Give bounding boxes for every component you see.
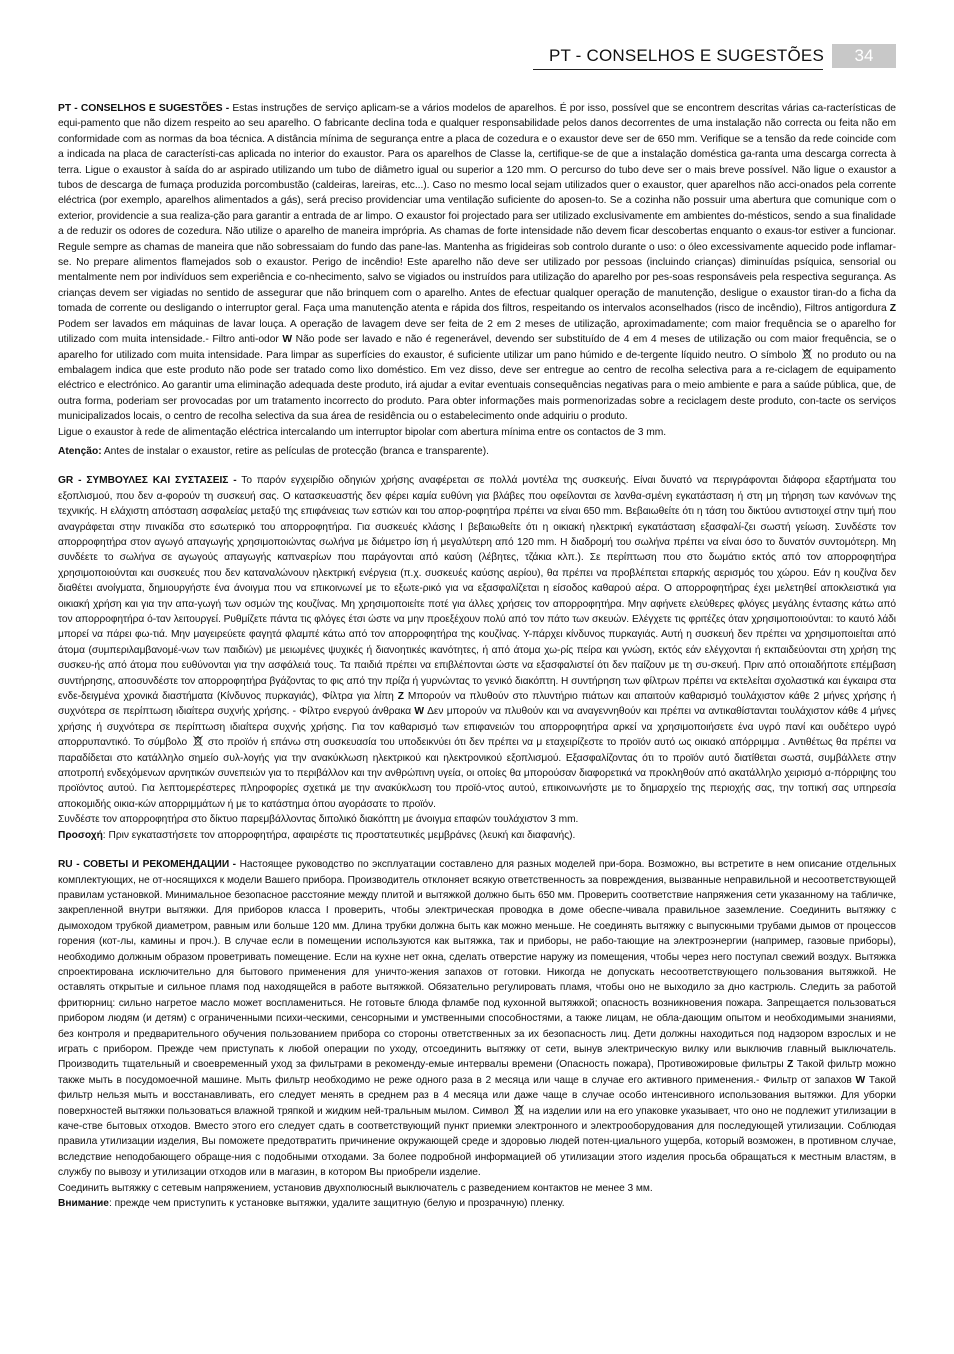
pt-filter-z: Z [889, 303, 896, 315]
gr-connection-text: Συνδέστε τον απορροφητήρα στο δίκτυο παρεμβάλλοντας διπολικό διακόπτη με άνοιγμα επαφών τουλάχιστον 3 mm. [58, 814, 579, 826]
pt-section-title: PT - CONSELHOS E SUGESTÕES - [58, 103, 230, 114]
crossed-bin-icon [514, 1104, 524, 1116]
page-header [533, 44, 896, 68]
ru-filter-w: W [855, 1074, 866, 1086]
pt-paragraph [58, 101, 896, 425]
ru-text-1: Настоящее руководство по эксплуатации составлено для разных моделей при-бора. Возможно, вы встретите в нем описание отдельных комплектующих, не от-носящихся к модели Вашего прибора. Производитель отклоняет всякую ответственность за повреждения, вызванные неправильной и несоответствующей правилам установкой. Минимальное безопасное расстояние между плитой и вытяжкой должно быть 650 мм. Проверить соответствие напряжения сети указанному на табличке, закрепленной внутри вытяжки. Для приборов класса I проверить, чтобы электрическая проводка в доме обеспе-чивала правильное заземление. Соединить вытяжку с дымоходом трубкой диаметром, равным или больше 120 мм. Длина трубки должна быть как можно меньше. Не соединять вытяжку с выпускными трубами дымов от процессов горения (кот-лы, камины и проч.). В случае если в помещении используются как вытяжка, так и приборы, не рабо-тающие на электроэнергии (например, газовые приборы), необходимо должным образом проветривать помещение. Если на кухне нет окна, сделать отверстие наружу из помещения, чтобы через него поступал свежий воздух. Вытяжка спроектирована исключительно для бытового применения для уничто-жения запахов от готовки. Никогда не допускать несоответствующего пользования вытяжкой. Не оставлять открытые и сильное пламя под находящейся в работе вытяжкой. Обязательно регулировать пламя, чтобы оно не выходило за дно кастрюль. Следить за работой фритюрниц: сильно нагретое масло может воспламениться. Не готовьте блюда фламбе под кухонной вытяжкой; опасность возникновения пожара. Запрещается пользоваться прибором людям (и детям) с ограниченными психи-ческими, сенсорными и умственными способностями, а также лицам, не обла-дающим опытом и необходимыми знаниями, без контроля и предварительного обучения пользованием прибора со стороны ответственных за их безопасность лиц. Дети должны находиться под надзором взрослых и не играть с прибором. Прежде чем приступать к любой операции по уходу, отсоединить вытяжку от сети, вынув электрическую вилку или выключив главный выключатель. Производить тщательный и своевременный уход за фильтрами в рекоменду-емые интервалы времени (Опасность пожара), Противожировые фильтры [58, 859, 896, 1071]
ru-section-title: RU - СОВЕТЫ И РЕКОМЕНДАЦИИ - [58, 859, 237, 871]
gr-text-3: Δεν μπορούν να πλυθούν και να αναγεννηθούν και πρέπει να αντικαθίστανται τουλάχιστον κάθε 4 μήνες χρήσης ή συχνότερα σε περίπτωση ιδιαίτερα συχνής χρήσης. Για τον καθαρισμό των επιφανειών του απορροφητήρα αρκεί να χρησιμοποιήσετε ένα υγρό πανί και ουδέτερο υγρό απορρυπαντικό. Το σύμβολο [58, 706, 896, 749]
section-ru [58, 857, 896, 1211]
pt-note-label: Atenção: [58, 445, 102, 457]
gr-section-title: GR - ΣΥΜΒΟΥΛΕΣ ΚΑΙ ΣΥΣΤΑΣΕΙΣ - [58, 475, 237, 487]
ru-note-text: : прежде чем приступить к установке вытяжки, удалите защитную (белую и прозрачную) пленку. [108, 1198, 565, 1210]
ru-text-3: Такой фильтр нельзя мыть и восстанавливать, его следует менять в среднем раз в 4 месяца или даже чаще в случае особо интенсивного использования вытяжки. Для уборки поверхностей вытяжки пользоваться влажной тряпкой и жидким ней-тральным мылом. Символ [58, 1074, 896, 1117]
pt-note [58, 444, 896, 459]
gr-text-4: στο προϊόν ή επάνω στη συσκευασία του υποδεικνύει ότι δεν πρέπει να μ εταχειρίζεστε το προϊόν αυτό ως οικιακό απόρριμμα . Αντιθέτως θα πρέπει να παραδίδεται στο κατάλληλο σημείο συλ-λογής για την ανακύκλωση ηλεκτρικού και ηλεκτρονικού εξοπλισμού. Εξασφαλίζοντας ότι το προϊόν αυτό διατίθεται σωστά, συμβάλλετε στην αποτροπή ενδεχόμενων αρνητικών συνεπειών για το περιβάλλον και την ανθρώπινη υγεία, οι οποίες θα μπορούσαν διαφορετικά να προκληθούν από ακατάλληλο χειρισμό α-πόρριψης του προϊόντος αυτού. Για λεπτομερέστερες πληροφορίες σχετικά με την ανακύκλωση του προϊό-ντος αυτού, επικοινωνήστε με το δημαρχείο της περιοχής σας, την τοπική σας υπηρεσία αποκομιδής οικια-κών απορριμμάτων ή με το κατάστημα όπου αγοράσατε το προϊόν. [58, 737, 896, 810]
gr-note-label: Προσοχή [58, 829, 103, 841]
gr-filter-z: Z [397, 691, 404, 703]
gr-paragraph [58, 473, 896, 812]
ru-text-2: Такой фильтр можно также мыть в посудомоечной машине. Мыть фильтр необходимо не реже одного раза в 2 месяца или чаще в случае его активного применения.- Фильтр от запахов [58, 1059, 896, 1086]
ru-filter-z: Z [787, 1059, 794, 1071]
gr-text-1: Το παρόν εγχειρίδιο οδηγιών χρήσης αναφέρεται σε πολλά μοντέλα της συσκευής. Είναι δυνατό να περιγράφονται διάφορα εξαρτήματα του εξοπλισμού, που δεν α-φορούν τη συσκευή σας. Ο κατασκευαστής δεν φέρει καμία ευθύνη για βλάβες που οφείλονται σε λανθα-σμένη εγκατάσταση ή στη μη τήρηση των κανόνων της τεχνικής. Η ελάχιστη απόσταση ασφαλείας μεταξύ της επιφάνειας των εστιών και του απορ-ροφητήρα πρέπει να είναι 650 mm. Βεβαιωθείτε ότι η τάση του δικτύου αντιστοιχεί στην τιμή που αναγράφεται στην πινακίδα στο εσωτερικό του απορροφητήρα. Για συσκευές κλάσης Ι βεβαιωθείτε ότι η οικιακή ηλεκτρική εγκατάσταση εξασφαλί-ζει σωστή γείωση. Συνδέστε τον απορροφητήρα στον αγωγό απαγωγής χρησιμοποιώντας σωλήνα με διάμετρο ίση ή μεγαλύτερη από 120 mm. Η διαδρομή του σωλήνα πρέπει να είναι όσο το δυνατόν συντομότερη. Μη συνδέετε το σωλήνα σε αγωγούς απαγωγής καπναερίων που παράγονται από καύση (λέβητες, τζάκια κλπ.). Σε περίπτωση που στο δωμάτιο εκτός από τον απορροφητήρα χρησιμοποιούνται και συσκευές που δεν καταναλώνουν ηλεκτρική ενέργεια (π.χ. συσκευές καύσης αερίου), θα πρέπει να προβλέπεται επαρκής αερισμός του χώρου. Εάν η κουζίνα δεν διαθέτει ανοίγματα, δημιουργήστε ένα άνοιγμα που να επικοινωνεί με το εξωτε-ρικό για να εξασφαλίζεται η είσοδος καθαρού αέρα. Ο απορροφητήρας έχει μελετηθεί αποκλειστικά για οικιακή χρήση και για την απα-γωγή των οσμών της κουζίνας. Μη χρησιμοποιείτε ποτέ για άλλες χρήσεις τον απορροφητήρα. Μην αφήνετε ελεύθερες φλόγες μεγάλης έντασης κάτω από τον απορροφητήρα ό-ταν λειτουργεί. Ρυθμίζετε πάντα τις φλόγες έτσι ώστε να μην προεξέχουν πολύ από τον πάτο των σκευών. Ελέγχετε τις φριτέζες όταν χρησιμοποιούνται: το καυτό λάδι μπορεί να πάρει φω-τιά. Μην μαγειρεύετε φαγητά φλαμπέ κάτω από τον απορροφητήρα της κουζίνας. Υ-πάρχει κίνδυνος πυρκαγιάς. Αυτή η συσκευή δεν πρέπει να χρησιμοποιείται από άτομα (συμπεριλαμβανομέ-νων των παιδιών) με μειωμένες ψυχικές ή διανοητικές ικανότητες, ή από άτομα χω-ρίς πείρα και γνώση, εκτός εάν ελέγχονται ή εκπαιδεύονται στη χρήση της συσκευ-ής από άτομα που ευθύνονται για την ασφάλειά τους. Τα παιδιά πρέπει να επιβλέπονται ώστε να εξασφαλιστεί ότι δεν παίζουν με τη συ-σκευή. Πριν από οποιαδήποτε επέμβαση συντήρησης, αποσυνδέστε τον απορροφητήρα βγάζοντας το φις από την πρίζα ή γυρνώντας το γενικό διακόπτη. Η συντήρηση των φίλτρων πρέπει να εκτελείται σχολαστικά και έγκαιρα στα ενδε-δειγμένα χρονικά διαστήματα (Κίνδυνος πυρκαγιάς), Φίλτρα για λίπη [58, 475, 896, 703]
pt-text-2: Podem ser lavados em máquinas de lavar louça. A operação de lavagem deve ser feita de 2 em 2 meses de utilização, aproximadamente; com maior frequência se o aparelho for utilizado com muita intensidade.- Filtro anti-odor [58, 318, 896, 346]
section-pt [58, 101, 896, 459]
document-body [58, 101, 896, 1331]
pt-text-3: Não pode ser lavado e não é regenerável, devendo ser substituído de 4 em 4 meses de utilização ou com maior frequência, se o aparelho for utilizado com muita intensidade. Para limpar as superfícies do exaustor, é suficiente utilizar um pano húmido e de-tergente líquido neutro. O símbolo [58, 334, 896, 361]
page-number: 34 [832, 44, 896, 68]
pt-filter-w: W [282, 334, 293, 346]
gr-text-2: Μπορούν να πλυθούν στο πλυντήριο πιάτων και απαιτούν καθαρισμό τουλάχιστον κάθε 2 μήνες χρήσης ή συχνότερα σε περίπτωση ιδιαίτερα συχνής χρήσης. - Φίλτρο ενεργού άνθρακα [58, 691, 896, 718]
ru-note [58, 1196, 896, 1211]
pt-connection-text: Ligue o exaustor à rede de alimentação eléctrica intercalando um interruptor bipolar com abertura mínima entre os contactos de 3 mm. [58, 426, 667, 438]
crossed-bin-icon [802, 348, 812, 360]
gr-note-text: : Πριν εγκαταστήσετε τον απορροφητήρα, αφαιρέστε τις προστατευτικές μεμβράνες (λευκή και διαφανής). [102, 829, 576, 841]
crossed-bin-icon [193, 735, 203, 747]
ru-text-4: на изделии или на его упаковке указывает, что оно не подлежит утилизации в каче-стве бытовых отходов. Вместо этого его следует сдать в соответствующий пункт приемки электронного и электрооборудования для последующей утилизации. Соблюдая правила утилизации изделия, Вы поможете предотвратить причинение окружающей среде и здоровью людей потен-циального ущерба, который возможен, в противном случае, вследствие неподобающего обраще-ния с подобными отходами. За более подробной информацией об утилизации этого изделия просьба обращаться к местным властям, в службу по вывозу и утилизации отходов или в магазин, в котором Вы приобрели изделие. [58, 1105, 896, 1179]
pt-text-1: Estas instruções de serviço aplicam-se a vários modelos de aparelhos. É por isso, possível que se encontrem descritas várias ca-racterísticas de equi-pamento que não dizem respeito ao seu aparelho. O fabricante declina toda e qualquer responsabilidade pelos danos decorrentes de uma instalação não correcta ou feita não em conformidade com as normas da boa técnica. A distância mínima de segurança entre a placa de cozedura e o exaustor deve ser de 650 mm. Verifique se a tensão da rede coincide com a indicada na placa de característi-cas aplicada no interior do exaustor. Para os aparelhos de Classe la, certifique-se de que a instalação doméstica ga-ranta uma descarga correcta à terra. Ligue o exaustor à saída do ar aspirado utilizando um tubo de diâmetro igual ou superior a 120 mm. O percurso do tubo deve ser o mais breve possível. Não ligue o exaustor a tubos de descarga de fumaça produzida porcombustão (caldeiras, lareiras, etc...). Caso no mesmo local sejam utilizados quer o exaustor, quer aparelhos não acci-onados pela corrente eléctrica (por exemplo, aparelhos alimentados a gás), será preciso providenciar uma ventilação suficiente do aposen-to. Se a cozinha não possuir uma abertura que comunique com o exterior, providencie a sua realiza-ção para garantir a entrada de ar limpo. O exaustor foi projectado para ser utilizado exclusivamente em ambientes do-mésticos, sendo a sua finalidade a de reduzir os odores de cozedura. Não utilize o aparelho de maneira imprópria. As chamas de forte intensidade não devem ficar descobertas enquanto o exaus-tor estiver a funcionar. Regule sempre as chamas de maneira que não sobressaiam do fundo das pane-las. Mantenha as frigideiras sob controlo durante o uso: o óleo excessivamente aquecido pode inflamar-se. No prepare alimentos flamejados sob o exaustor. Perigo de incêndio! Este aparelho não deve ser utilizado por pessoas (incluindo crianças) diminuídas psíquica, sensorial ou mentalmente nem por indivíduos sem experiência e co-nhecimento, salvo se vigiados ou instruídos para utilização do aparelho por pes-soas responsáveis pela respectiva segurança. As crianças devem ser vigiadas no sentido de assegurar que não brinquem com o aparelho. Antes de efectuar qualquer operação de manutenção, desligue o exaustor tiran-do a ficha da tomada de corrente ou desligando o interruptor geral. Faça uma manutenção atenta e rápida dos filtros, respeitando os intervalos aconselhados (risco de incêndio), Filtros antigordura [58, 103, 896, 315]
header-title: PT - CONSELHOS E SUGESTÕES [548, 46, 824, 65]
ru-note-label: Внимание [58, 1198, 109, 1210]
header-divider [533, 69, 823, 70]
ru-paragraph [58, 857, 896, 1181]
gr-note [58, 828, 896, 843]
pt-text-4: no produto ou na embalagem indica que este produto não pode ser tratado como lixo doméstico. Em vez disso, deve ser entregue ao centro de recolha selectiva para a re-ciclagem de equipamento eléctrico e electrónico. Ao garantir uma eliminação adequada deste produto, irá ajudar a evitar eventuais consequências negativas para o meio ambiente e para a saúde pública, que, de outra forma, poderiam ser provocadas por um tratamento incorrecto do produto. Para obter informações mais pormenorizadas sobre a reciclagem deste produto, con-tacte os serviços municipalizados locais, o centro de recolha selectiva da sua área de residência ou o estabelecimento onde adquiriu o produto. [58, 349, 896, 423]
gr-filter-w: W [414, 706, 424, 718]
ru-connection-text: Соединить вытяжку с сетевым напряжением, установив двухполюсный выключатель с разведением контактов не менее 3 мм. [58, 1182, 653, 1194]
pt-note-text: Antes de instalar o exaustor, retire as películas de protecção (branca e transparente). [101, 445, 489, 457]
section-gr [58, 473, 896, 843]
